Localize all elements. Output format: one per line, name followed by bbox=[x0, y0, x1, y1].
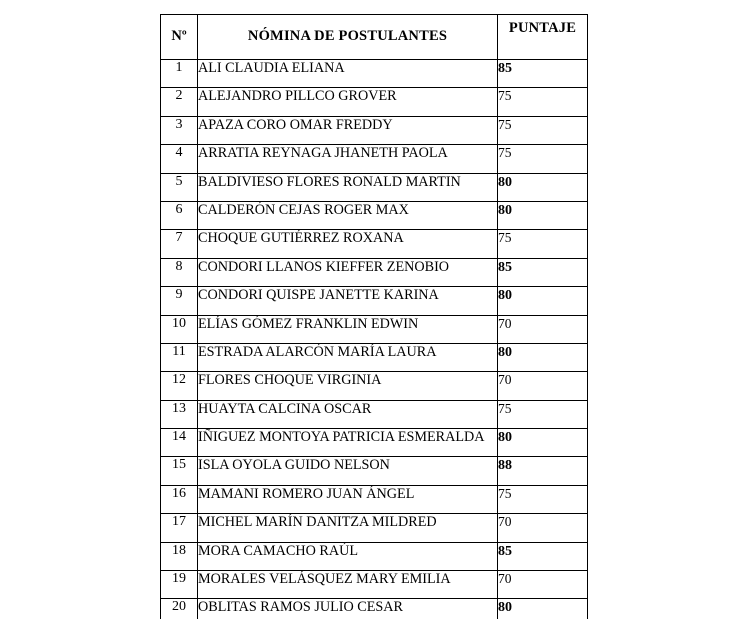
row-number bbox=[161, 400, 198, 428]
row-number-label: 19 bbox=[172, 571, 186, 587]
row-number bbox=[161, 173, 198, 201]
table-row bbox=[161, 287, 588, 315]
row-score-label: 70 bbox=[498, 315, 512, 331]
row-number-label: 5 bbox=[175, 173, 183, 189]
row-score-label: 75 bbox=[498, 88, 512, 104]
row-name-label: ISLA OYOLA GUIDO NELSON bbox=[198, 457, 390, 474]
table-row bbox=[161, 599, 588, 619]
row-name bbox=[198, 88, 498, 116]
row-number bbox=[161, 258, 198, 286]
row-number bbox=[161, 88, 198, 116]
row-score bbox=[498, 201, 588, 229]
row-name bbox=[198, 400, 498, 428]
row-number bbox=[161, 116, 198, 144]
row-score-label: 85 bbox=[498, 61, 512, 76]
row-name bbox=[198, 201, 498, 229]
row-score-label: 80 bbox=[498, 202, 512, 218]
row-name-label: MICHEL MARÍN DANITZA MILDRED bbox=[198, 514, 437, 531]
table-row bbox=[161, 88, 588, 116]
row-score bbox=[498, 400, 588, 428]
row-score bbox=[498, 287, 588, 315]
nomina-table-wrapper bbox=[160, 14, 587, 619]
row-score-label: 85 bbox=[498, 259, 512, 275]
table-row bbox=[161, 201, 588, 229]
row-name-label: ARRATIA REYNAGA JHANETH PAOLA bbox=[198, 145, 448, 162]
row-score bbox=[498, 599, 588, 619]
row-number-label: 12 bbox=[172, 372, 186, 388]
table-row bbox=[161, 571, 588, 599]
row-name bbox=[198, 514, 498, 542]
table-row bbox=[161, 145, 588, 173]
row-number-label: 2 bbox=[175, 88, 183, 104]
table-row bbox=[161, 429, 588, 457]
row-name-label: FLORES CHOQUE VIRGINIA bbox=[198, 372, 382, 389]
row-number-label: 20 bbox=[172, 599, 186, 615]
row-number bbox=[161, 514, 198, 542]
row-name bbox=[198, 542, 498, 570]
row-name bbox=[198, 599, 498, 619]
row-name-label: CONDORI LLANOS KIEFFER ZENOBIO bbox=[198, 258, 450, 275]
table-header bbox=[161, 15, 588, 60]
row-number bbox=[161, 485, 198, 513]
row-number-label: 6 bbox=[175, 201, 183, 217]
row-name-label: ALEJANDRO PILLCO GROVER bbox=[198, 88, 397, 105]
row-name-label: ESTRADA ALARCÓN MARÍA LAURA bbox=[198, 343, 437, 360]
row-score bbox=[498, 542, 588, 570]
row-score-label: 70 bbox=[498, 571, 512, 587]
row-score bbox=[498, 116, 588, 144]
row-score-label: 88 bbox=[498, 458, 512, 474]
row-name bbox=[198, 571, 498, 599]
row-number bbox=[161, 429, 198, 457]
row-name bbox=[198, 145, 498, 173]
row-name-label: MAMANI ROMERO JUAN ÁNGEL bbox=[198, 485, 415, 502]
row-number-label: 7 bbox=[175, 230, 183, 246]
row-name bbox=[198, 173, 498, 201]
row-score bbox=[498, 429, 588, 457]
row-name-label: IÑIGUEZ MONTOYA PATRICIA ESMERALDA bbox=[198, 429, 485, 446]
row-number-label: 8 bbox=[175, 258, 183, 274]
row-number bbox=[161, 571, 198, 599]
row-name bbox=[198, 116, 498, 144]
row-name-label: ELÍAS GÓMEZ FRANKLIN EDWIN bbox=[198, 315, 419, 332]
row-number bbox=[161, 542, 198, 570]
table-row bbox=[161, 542, 588, 570]
row-score bbox=[498, 315, 588, 343]
row-number-label: 4 bbox=[175, 145, 183, 161]
table-row bbox=[161, 230, 588, 258]
row-name-label: ALI CLAUDIA ELIANA bbox=[198, 60, 345, 76]
row-number-label: 16 bbox=[172, 485, 186, 501]
row-score bbox=[498, 514, 588, 542]
row-score-label: 75 bbox=[498, 485, 512, 501]
table-row bbox=[161, 258, 588, 286]
row-score-label: 75 bbox=[498, 145, 512, 161]
row-score bbox=[498, 230, 588, 258]
column-header-name bbox=[198, 15, 498, 60]
row-score bbox=[498, 88, 588, 116]
column-header-name-label: NÓMINA DE POSTULANTES bbox=[247, 28, 448, 44]
row-name bbox=[198, 457, 498, 485]
row-number bbox=[161, 372, 198, 400]
row-name bbox=[198, 258, 498, 286]
row-name-label: MORA CAMACHO RAÚL bbox=[198, 542, 359, 559]
row-score-label: 70 bbox=[498, 514, 512, 530]
row-score-label: 80 bbox=[498, 344, 512, 360]
row-name bbox=[198, 287, 498, 315]
row-name-label: CHOQUE GUTIÉRREZ ROXANA bbox=[198, 230, 404, 247]
row-score bbox=[498, 343, 588, 371]
table-row bbox=[161, 173, 588, 201]
row-score bbox=[498, 457, 588, 485]
row-name-label: CONDORI QUISPE JANETTE KARINA bbox=[198, 287, 439, 304]
row-number-label: 11 bbox=[172, 343, 186, 359]
row-number-label: 1 bbox=[175, 60, 183, 75]
row-number bbox=[161, 60, 198, 88]
column-header-score-label: PUNTAJE bbox=[508, 20, 577, 36]
row-number-label: 9 bbox=[175, 287, 183, 303]
row-score-label: 80 bbox=[498, 288, 512, 304]
table-row bbox=[161, 60, 588, 88]
row-number-label: 14 bbox=[172, 429, 186, 445]
row-name-label: CALDERÓN CEJAS ROGER MAX bbox=[198, 201, 409, 218]
row-number-label: 3 bbox=[175, 116, 183, 132]
column-header-number-label: Nº bbox=[171, 28, 187, 44]
row-score bbox=[498, 258, 588, 286]
row-score bbox=[498, 571, 588, 599]
row-score-label: 75 bbox=[498, 230, 512, 246]
row-score-label: 80 bbox=[498, 174, 512, 190]
row-name-label: MORALES VELÁSQUEZ MARY EMILIA bbox=[198, 571, 451, 588]
row-name-label: OBLITAS RAMOS JULIO CESAR bbox=[198, 599, 403, 616]
row-score bbox=[498, 485, 588, 513]
row-score bbox=[498, 173, 588, 201]
table-row bbox=[161, 400, 588, 428]
table-row bbox=[161, 372, 588, 400]
row-number bbox=[161, 315, 198, 343]
row-name bbox=[198, 315, 498, 343]
row-score-label: 70 bbox=[498, 372, 512, 388]
row-score bbox=[498, 372, 588, 400]
row-score bbox=[498, 145, 588, 173]
row-score-label: 85 bbox=[498, 543, 512, 559]
row-score-label: 75 bbox=[498, 116, 512, 132]
row-name bbox=[198, 485, 498, 513]
row-name bbox=[198, 372, 498, 400]
row-number bbox=[161, 201, 198, 229]
nomina-table bbox=[160, 14, 588, 619]
row-score-label: 75 bbox=[498, 400, 512, 416]
row-name-label: BALDIVIESO FLORES RONALD MARTIN bbox=[198, 173, 461, 190]
header-row bbox=[161, 15, 588, 60]
row-number bbox=[161, 287, 198, 315]
row-number bbox=[161, 230, 198, 258]
row-name bbox=[198, 429, 498, 457]
table-row bbox=[161, 514, 588, 542]
row-name bbox=[198, 60, 498, 88]
table-row bbox=[161, 315, 588, 343]
row-number-label: 13 bbox=[172, 400, 186, 416]
column-header-score bbox=[498, 15, 588, 60]
row-number-label: 18 bbox=[172, 542, 186, 558]
row-number bbox=[161, 457, 198, 485]
row-number bbox=[161, 343, 198, 371]
row-number-label: 15 bbox=[172, 457, 186, 473]
table-body bbox=[161, 60, 588, 619]
row-name bbox=[198, 343, 498, 371]
row-number-label: 10 bbox=[172, 315, 186, 331]
row-number bbox=[161, 145, 198, 173]
table-row bbox=[161, 457, 588, 485]
row-name-label: HUAYTA CALCINA OSCAR bbox=[198, 400, 372, 417]
row-score-label: 80 bbox=[498, 600, 512, 616]
row-score-label: 80 bbox=[498, 430, 512, 446]
table-row bbox=[161, 343, 588, 371]
table-row bbox=[161, 116, 588, 144]
row-number-label: 17 bbox=[172, 514, 186, 530]
row-score bbox=[498, 60, 588, 88]
column-header-number bbox=[161, 15, 198, 60]
row-name-label: APAZA CORO OMAR FREDDY bbox=[198, 116, 393, 133]
row-name bbox=[198, 230, 498, 258]
table-row bbox=[161, 485, 588, 513]
row-number bbox=[161, 599, 198, 619]
